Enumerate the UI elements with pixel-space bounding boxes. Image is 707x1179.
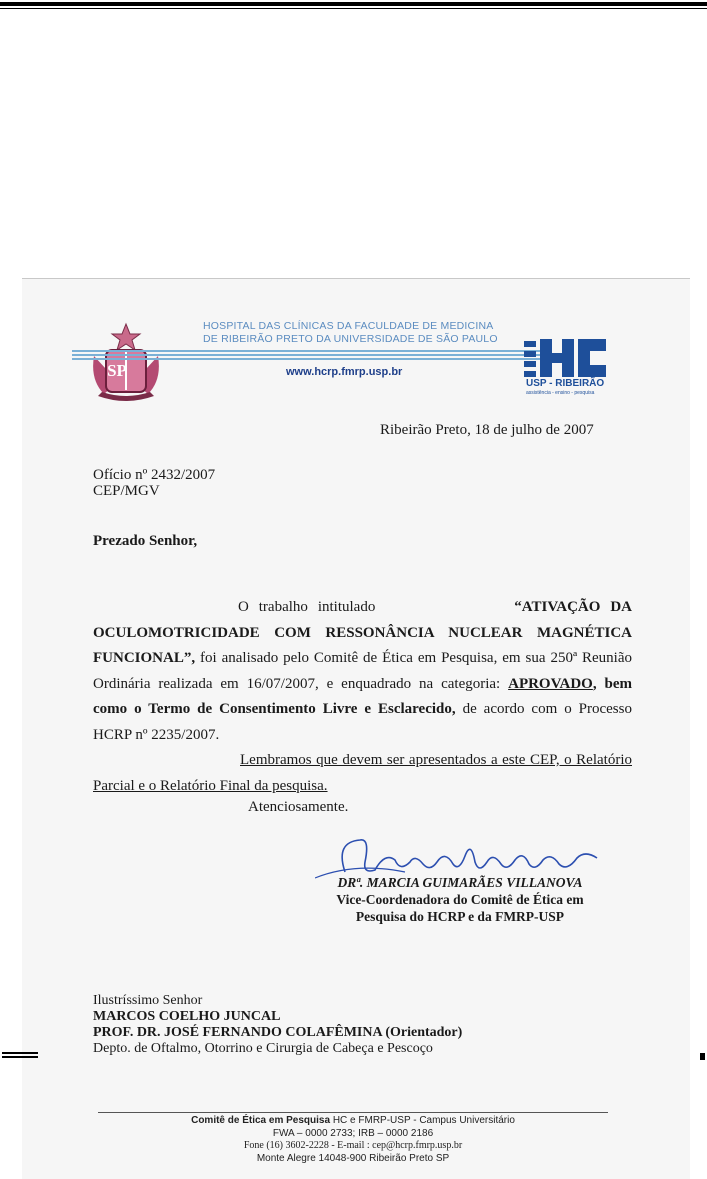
closing: Atenciosamente. xyxy=(248,799,349,815)
letter-date: Ribeirão Preto, 18 de julho de 2007 xyxy=(380,422,594,438)
page-edge-mark-left xyxy=(2,1052,38,1060)
footer-committee: Comitê de Ética em Pesquisa HC e FMRP-USP - Campus Universitário xyxy=(191,1115,515,1126)
hc-logo-icon xyxy=(524,338,606,378)
salutation: Prezado Senhor, xyxy=(93,533,198,549)
oficio-number: Ofício nº 2432/2007 xyxy=(93,467,216,483)
recipient-department: Depto. de Oftalmo, Otorrino e Cirurgia de Cabeça e Pescoço xyxy=(93,1041,433,1056)
footer-address: Monte Alegre 14048-900 Ribeirão Preto SP xyxy=(256,1152,450,1164)
signatory-role-line2: Pesquisa do HCRP e da FMRP-USP xyxy=(355,909,565,924)
svg-text:SP: SP xyxy=(107,361,127,380)
hospital-url: www.hcrp.fmrp.usp.br xyxy=(286,366,403,378)
footer-contact: Fone (16) 3602-2228 - E-mail : cep@hcrp.fmrp.usp.br xyxy=(243,1140,463,1151)
approval-paragraph: O trabalho intitulado “ATIVAÇÃO DA OCULOMOTRICIDADE COM RESSONÂNCIA NUCLEAR MAGNÉTICA FUNCIONAL”, foi analisado pelo Comitê de Ética em Pesquisa, em sua 250ª Reunião Ordinária realizada em 16/07/2007, e enquadrado na categoria: APROVADO, bem como o Termo de Consentimento Livre e Esclarecido, de acordo com o Processo HCRP nº 2235/2007. xyxy=(93,599,632,743)
recipient-name-2: PROF. DR. JOSÉ FERNANDO COLAFÊMINA (Orientador) xyxy=(93,1025,463,1040)
footer-registration: FWA – 0000 2733; IRB – 0000 2186 xyxy=(272,1127,434,1139)
signatory-role-line1: Vice-Coordenadora do Comitê de Ética em xyxy=(336,892,584,907)
recipient-name-1: MARCOS COELHO JUNCAL xyxy=(93,1009,281,1024)
status-approved: APROVADO xyxy=(508,675,593,692)
sao-paulo-seal-icon xyxy=(88,322,164,404)
letter-body xyxy=(93,595,632,799)
signatory-block xyxy=(290,874,630,925)
footer-rule xyxy=(98,1112,608,1113)
recipient-block xyxy=(93,993,462,1057)
recipient-greeting: Ilustríssimo Senhor xyxy=(93,993,203,1008)
hospital-name: HOSPITAL DAS CLÍNICAS DA FACULDADE DE MEDICINA DE RIBEIRÃO PRETO DA UNIVERSIDADE DE SÃO PAULO xyxy=(203,320,498,345)
letter-reference xyxy=(93,467,215,499)
reference-code: CEP/MGV xyxy=(93,483,160,499)
signatory-name: DRª. MARCIA GUIMARÃES VILLANOVA xyxy=(337,875,583,890)
reminder-paragraph: Lembramos que devem ser apresentados a este CEP, o Relatório Parcial e o Relatório Final da pesquisa. xyxy=(93,752,632,794)
hc-logo-tagline: assistência - ensino - pesquisa xyxy=(526,390,595,396)
letter-footer xyxy=(98,1115,608,1165)
page-edge-mark-right xyxy=(700,1053,705,1060)
hc-logo-subtitle: USP - RIBEIRÃO xyxy=(526,378,605,389)
